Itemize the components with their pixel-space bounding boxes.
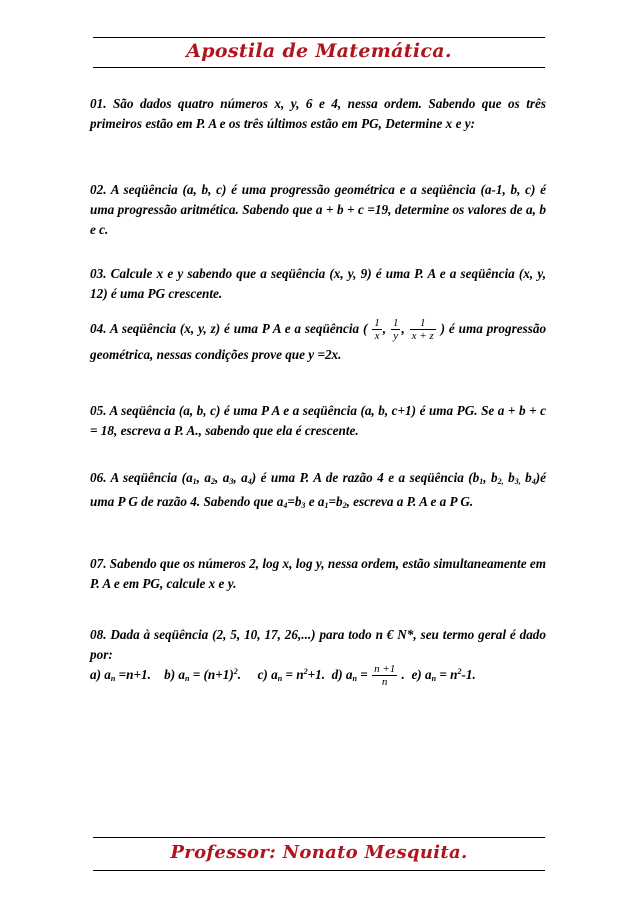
q6-sub: 1 xyxy=(324,501,329,510)
footer-top-rule xyxy=(93,837,545,838)
option-sub: n xyxy=(352,674,357,683)
q6-text: , a xyxy=(233,470,248,485)
footer-bottom-rule xyxy=(93,870,545,871)
question-04 xyxy=(90,316,546,368)
option-sub: n xyxy=(110,674,116,683)
option-e xyxy=(411,667,475,682)
q6-sub: 3 xyxy=(229,477,234,486)
question-05: 05. A seqüência (a, b, c) é uma P A e a seqüência (a, b, c+1) é uma PG. Se a + b + c = 18, escreva a P. A., sabendo que ela é crescente. xyxy=(90,403,546,438)
fraction-numerator: 1 xyxy=(374,317,380,330)
fraction-n-plus-1-over-n xyxy=(372,663,397,688)
question-07: 07. Sabendo que os números 2, log x, log y, nessa ordem, estão simultaneamente em P. A e em PG, calcule x e y. xyxy=(90,556,546,591)
option-text: +1. xyxy=(307,667,326,682)
q6-text: , a xyxy=(196,470,212,485)
option-text: = (n+1) xyxy=(189,667,234,682)
fraction-1-over-y xyxy=(391,317,401,342)
question-03: 03. Calcule x e y sabendo que a seqüência (x, y, 9) é uma P. A e a seqüência (x, y, 12) é uma PG crescente. xyxy=(90,266,546,301)
q6-sub: 2 xyxy=(342,501,347,510)
header-bottom-rule xyxy=(93,67,545,68)
q6-sub: 3, xyxy=(514,477,521,486)
q6-sub: 1 xyxy=(479,477,484,486)
footer-text: Professor: Nonato Mesquita. xyxy=(170,842,468,863)
option-text: = n xyxy=(282,667,304,682)
q6-sub: 1 xyxy=(192,477,197,486)
option-text: -1. xyxy=(461,667,476,682)
q6-text: b xyxy=(503,470,515,485)
separator: , xyxy=(382,321,387,336)
q6-sub: 4 xyxy=(247,477,252,486)
option-text: c) a xyxy=(257,667,278,682)
question-02: 02. A seqüência (a, b, c) é uma progressão geométrica e a seqüência (a-1, b, c) é uma progressão aritmética. Sabendo que a + b + c =19, determine os valores de a, b e c. xyxy=(90,182,546,237)
fraction-numerator: 1 xyxy=(392,317,399,330)
q6-text: e a xyxy=(305,494,325,509)
q6-text: ) é uma P. A de razão 4 e a seqüência (b xyxy=(251,470,480,485)
q6-sub: 4 xyxy=(283,501,288,510)
fraction-1-over-x xyxy=(372,317,382,342)
fraction-denominator: x + z xyxy=(411,330,434,343)
question-04-text-before: 04. A seqüência (x, y, z) é uma P A e a seqüência ( xyxy=(90,321,368,336)
fraction-denominator: x xyxy=(372,329,382,342)
option-text: = xyxy=(356,667,368,682)
q6-text: , escreva a P. A e a P G. xyxy=(346,494,474,509)
q6-text: )é uma P G de razão 4. Sabendo que a xyxy=(90,470,547,509)
q6-text: =b xyxy=(287,494,302,509)
fraction-numerator: n +1 xyxy=(374,663,396,676)
option-sup: 2 xyxy=(303,667,308,676)
q6-text: b xyxy=(520,470,532,485)
header-title: Apostila de Matemática. xyxy=(186,40,452,62)
fraction-numerator: 1 xyxy=(419,317,426,330)
header-top-rule xyxy=(93,37,545,38)
option-text: =n+1. xyxy=(115,667,151,682)
q6-sub: 4 xyxy=(531,477,536,486)
question-08-options xyxy=(90,660,550,691)
q6-sub: 3 xyxy=(301,501,306,510)
question-01: 01. São dados quatro números x, y, 6 e 4, nessa ordem. Sabendo que os três primeiros estão em P. A e os três últimos estão em PG, Determine x e y: xyxy=(90,96,546,131)
question-04-text-after: ) é uma progressão geométrica, nessas condições prove que y =2x. xyxy=(90,321,547,363)
fraction-denominator: n xyxy=(372,675,397,688)
option-a xyxy=(90,667,151,682)
fraction-denominator: y xyxy=(391,329,401,342)
q6-sub: 2 xyxy=(211,477,216,486)
option-sub: n xyxy=(184,674,190,683)
option-text: = n xyxy=(436,667,458,682)
q6-text: =b xyxy=(328,494,343,509)
option-text: . xyxy=(237,667,242,682)
separator: , xyxy=(401,321,405,336)
option-sup: 2 xyxy=(457,667,462,676)
option-text: a) a xyxy=(90,667,111,682)
option-sub: n xyxy=(277,674,283,683)
option-text: b) a xyxy=(164,667,185,682)
option-d xyxy=(331,663,405,689)
fraction-1-over-x-plus-z xyxy=(410,317,436,342)
option-sub: n xyxy=(431,674,437,683)
q6-text: 06. A seqüência (a xyxy=(90,470,193,485)
option-text: . xyxy=(401,667,405,682)
q6-text: , b xyxy=(483,470,498,485)
option-b xyxy=(164,667,241,682)
option-c xyxy=(258,667,325,682)
option-sup: 2 xyxy=(233,667,238,676)
question-08-stem: 08. Dada à seqüência (2, 5, 10, 17, 26,...) para todo n € N*, seu termo geral é dado por: xyxy=(90,627,546,662)
q6-sub: 2, xyxy=(497,477,504,486)
question-06 xyxy=(90,468,546,516)
option-text: d) a xyxy=(331,667,353,682)
q6-text: , a xyxy=(215,470,230,485)
option-text: e) a xyxy=(411,667,432,682)
